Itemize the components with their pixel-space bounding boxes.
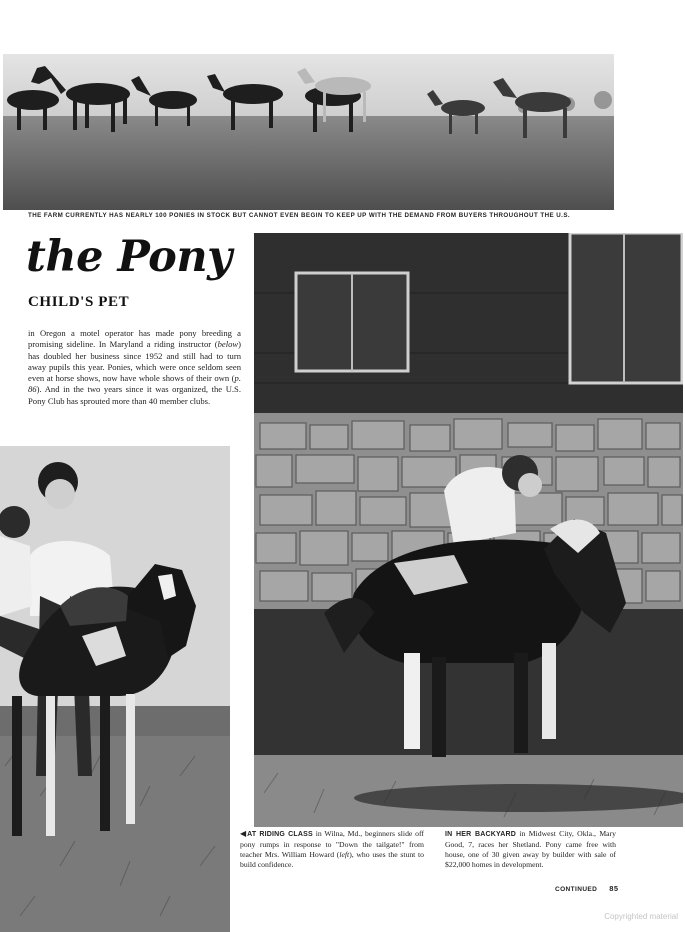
- riding-class-caption: ◀AT RIDING CLASS in Wilna, Md., beginners slide off pony rumps in response to "Down the tailgate!" from teacher Mrs. William Howard (left), who uses the stunt to build confidence.: [240, 829, 424, 870]
- page-number: 85: [609, 884, 619, 893]
- article-body: in Oregon a motel operator has made pony breeding a promising sideline. In Maryland a riding instructor (below) has doubled her business since 1952 and still had to turn away pupils this year. Ponies, which were once seldom seen even at horse shows, now have whole shows of their own (p. 86). And in the two years since it was organized, the U.S. Pony Club has sprouted more than 40 member clubs.: [28, 328, 241, 406]
- continued-label: CONTINUED: [555, 886, 598, 893]
- page-footer: [555, 884, 618, 893]
- riding-class-photo: [0, 446, 230, 932]
- top-photo-caption: THE FARM CURRENTLY HAS NEARLY 100 PONIES IN STOCK BUT CANNOT EVEN BEGIN TO KEEP UP WITH THE DEMAND FROM BUYERS THROUGHOUT THE U.S.: [28, 212, 571, 219]
- article-subhead: CHILD'S PET: [28, 294, 130, 310]
- caption-arrow-icon: ◀: [240, 829, 248, 838]
- backyard-caption: IN HER BACKYARD in Midwest City, Okla., Mary Good, 7, races her Shetland. Pony came free with house, one of 30 given away by builder with sale of $22,000 homes in development.: [445, 829, 616, 870]
- copyright-watermark: Copyrighted material: [604, 912, 678, 921]
- backyard-photo: [254, 233, 683, 827]
- article-headline: the Pony: [26, 232, 232, 282]
- pony-herd-photo: [3, 54, 614, 210]
